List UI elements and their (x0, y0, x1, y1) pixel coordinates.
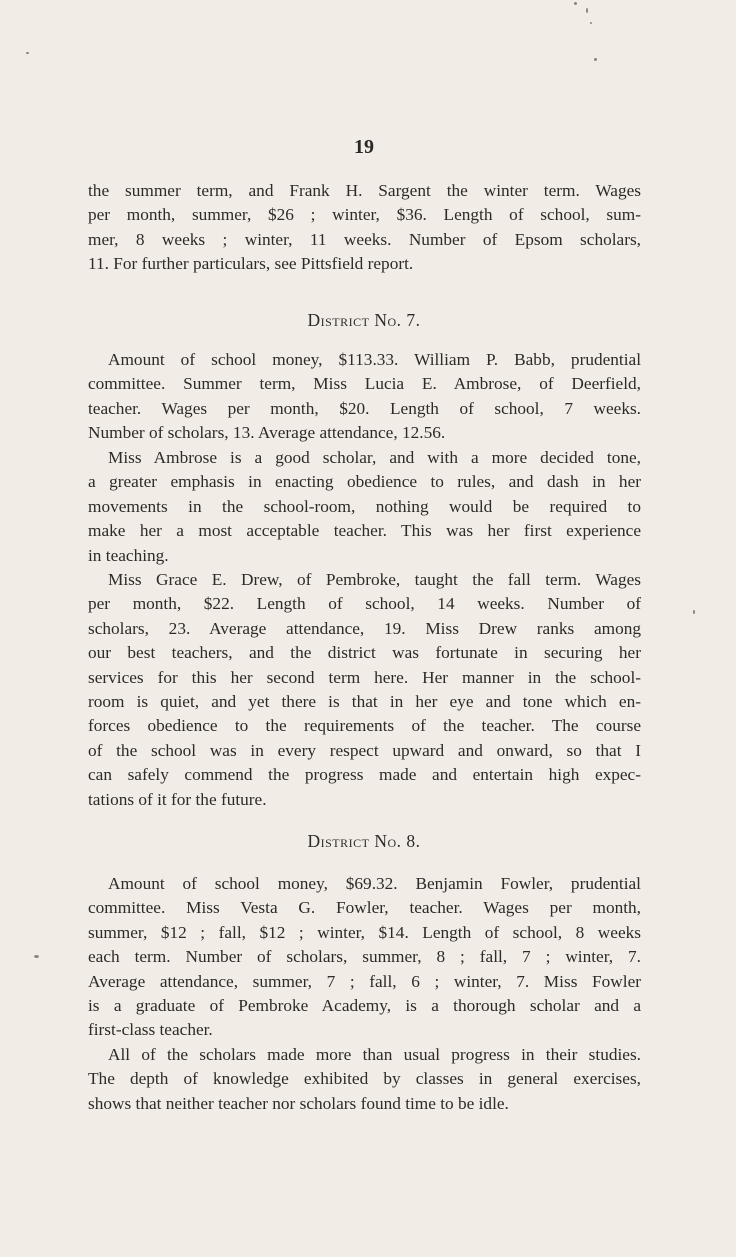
text-line: Miss Ambrose is a good scholar, and with a more decided tone, (108, 448, 641, 467)
text-line: a greater emphasis in enacting obedience to rules, and dash in her (88, 472, 641, 492)
text-line: per month, $22. Length of school, 14 weeks. Number of (88, 594, 641, 614)
text-line: per month, summer, $26 ; winter, $36. Length of school, sum- (88, 205, 641, 225)
district-7-paragraph-2 (88, 446, 641, 568)
text-line: movements in the school-room, nothing would be required to (88, 496, 641, 516)
text-line: Average attendance, summer, 7 ; fall, 6 ; winter, 7. Miss Fowler (88, 971, 641, 991)
text-line: committee. Miss Vesta G. Fowler, teacher. Wages per month, (88, 898, 641, 918)
text-line: Amount of school money, $69.32. Benjamin Fowler, prudential (108, 874, 641, 893)
district-7-paragraph-3 (88, 568, 641, 812)
paper-speck (590, 22, 592, 24)
text-line: Amount of school money, $113.33. William P. Babb, prudential (108, 350, 641, 369)
text-line: All of the scholars made more than usual progress in their studies. (108, 1045, 641, 1064)
text-line: make her a most acceptable teacher. This was her first experience (88, 521, 641, 541)
text-line: The depth of knowledge exhibited by classes in general exercises, (88, 1069, 641, 1089)
text-line: Miss Grace E. Drew, of Pembroke, taught the fall term. Wages (108, 570, 641, 589)
text-line: can safely commend the progress made and entertain high expec- (88, 765, 641, 785)
intro-paragraph (88, 179, 641, 277)
paper-speck (574, 2, 577, 5)
text-line: forces obedience to the requirements of the teacher. The course (88, 716, 641, 736)
text-line: committee. Summer term, Miss Lucia E. Ambrose, of Deerfield, (88, 374, 641, 394)
text-line: in teaching. (88, 545, 169, 565)
text-line: of the school was in every respect upward and onward, so that I (88, 740, 641, 760)
text-line: is a graduate of Pembroke Academy, is a thorough scholar and a (88, 996, 641, 1016)
district-8-heading: District No. 8. (307, 831, 421, 851)
district-8-paragraph-2 (88, 1043, 641, 1116)
text-line: shows that neither teacher nor scholars found time to be idle. (88, 1093, 509, 1113)
text-line: the summer term, and Frank H. Sargent the winter term. Wages (88, 181, 641, 200)
text-line: room is quiet, and yet there is that in her eye and tone which en- (88, 692, 641, 712)
page-number: 19 (354, 136, 374, 158)
paper-speck (693, 610, 695, 614)
paper-speck (26, 52, 29, 54)
paper-speck (586, 8, 588, 13)
district-7-paragraph-1 (88, 348, 641, 446)
text-line: our best teachers, and the district was fortunate in securing her (88, 643, 641, 663)
text-line: summer, $12 ; fall, $12 ; winter, $14. Length of school, 8 weeks (88, 922, 641, 942)
text-line: Number of scholars, 13. Average attendance, 12.56. (88, 423, 446, 443)
text-line: tations of it for the future. (88, 789, 267, 809)
text-line: each term. Number of scholars, summer, 8 ; fall, 7 ; winter, 7. (88, 947, 641, 967)
district-8-paragraph-1 (88, 872, 641, 1043)
text-line: first-class teacher. (88, 1020, 213, 1040)
text-line: mer, 8 weeks ; winter, 11 weeks. Number of Epsom scholars, (88, 229, 641, 249)
text-line: services for this her second term here. Her manner in the school- (88, 667, 641, 687)
text-line: teacher. Wages per month, $20. Length of school, 7 weeks. (88, 398, 641, 418)
text-line: scholars, 23. Average attendance, 19. Miss Drew ranks among (88, 618, 641, 638)
paper-speck (594, 58, 597, 61)
district-7-heading: District No. 7. (307, 310, 421, 330)
paper-speck (34, 955, 39, 958)
text-line: 11. For further particulars, see Pittsfield report. (88, 254, 414, 274)
